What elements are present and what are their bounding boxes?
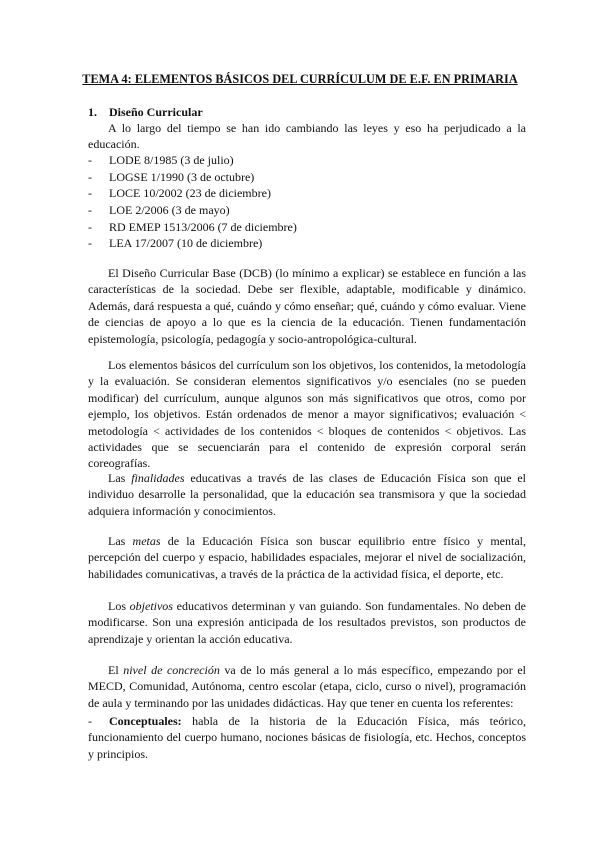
intro-text: A lo largo del tiempo se han ido cambiando las leyes y eso ha perjudicado a la educación. (88, 121, 526, 152)
laws-list (88, 152, 297, 252)
finalidades-paragraph (88, 470, 526, 519)
metas-paragraph (88, 533, 526, 582)
list-marker: - (88, 714, 92, 728)
italic-term: finalidades (131, 471, 185, 485)
text-run: El (108, 663, 124, 677)
list-item (88, 152, 297, 169)
list-item (88, 235, 297, 252)
text-run: va de lo más general a lo más específico, empezando por el MECD, Comunidad, Autónoma, centro escolar (etapa, ciclo, curso o nivel), programación de aula y terminando por las unidades didácticas. Hay que tener en cuenta los referentes: (88, 663, 526, 710)
list-item (88, 219, 297, 236)
italic-term: nivel de concreción (123, 663, 220, 677)
list-item-text: LEA 17/2007 (10 de diciembre) (109, 236, 263, 251)
list-item-text: LOE 2/2006 (3 de mayo) (109, 203, 230, 218)
list-item-text: RD EMEP 1513/2006 (7 de diciembre) (109, 219, 297, 234)
nivel-paragraph (88, 662, 526, 711)
list-marker: - (88, 219, 92, 234)
list-marker: - (88, 203, 92, 218)
elementos-text: Los elementos básicos del currículum son los objetivos, los contenidos, la metodología y la evaluación. Se consideran elementos significativos y/o esenciales (no se pueden modificar) del currículum, aunque algunos son más significativos que otros, como por ejemplo, los objetivos. Están ordenados de menor a mayor significativos; evaluación < metodología < actividades de los contenidos < bloques de contenidos < objetivos. Las actividades que se secuenciarán para el contenido de expresión corporal serán coreografías. (88, 358, 526, 471)
list-item-text: LOCE 10/2002 (23 de diciembre) (109, 186, 271, 201)
objetivos-text (88, 598, 526, 647)
italic-term: metas (132, 534, 161, 548)
list-item (88, 185, 297, 202)
bold-term: Conceptuales: (109, 714, 182, 728)
dcb-text: El Diseño Curricular Base (DCB) (lo mínimo a explicar) se establece en función a las características de la sociedad. Debe ser flexible, adaptable, modificable y dinámico. Además, dará respuesta a qué, cuándo y cómo enseñar; qué, cuándo y cómo evaluar. Viene de ciencias de apoyo a lo que es la ciencia de la educación. Tienen fundamentación epistemología, psicología, pedagogía y socio-antropológica-cultural. (88, 266, 526, 346)
finalidades-text (88, 470, 526, 519)
dcb-paragraph (88, 265, 526, 347)
list-marker: - (88, 236, 92, 251)
text-run: educativos determinan y van guiando. Son fundamentales. No deben de modificarse. Son una expresión anticipada de los resultados previstos, son productos de aprendizaje y orientan la acción educativa. (88, 599, 527, 646)
text-run: Las (108, 471, 132, 485)
list-marker: - (88, 169, 92, 184)
conceptuales-text (88, 713, 526, 762)
list-marker: - (88, 186, 92, 201)
objetivos-paragraph (88, 598, 526, 647)
metas-text (88, 533, 526, 582)
list-item (88, 169, 297, 186)
text-run: de la Educación Física son buscar equilibrio entre físico y mental, percepción del cuerpo y espacio, habilidades espaciales, mejorar el nivel de socialización, habilidades comunicativas, a través de la práctica de la actividad física, el deporte, etc. (88, 534, 526, 581)
section-title: Diseño Curricular (109, 105, 203, 119)
list-item (88, 202, 297, 219)
document-title: TEMA 4: ELEMENTOS BÁSICOS DEL CURRÍCULUM DE E.F. EN PRIMARIA (82, 72, 518, 86)
list-marker: - (88, 153, 92, 167)
text-run: Las (108, 534, 133, 548)
text-run: habla de la historia de la Educación Física, más teórico, funcionamiento del cuerpo humano, nociones básicas de fisiología, etc. Hechos, conceptos y principios. (88, 714, 526, 761)
elementos-paragraph (88, 357, 526, 472)
text-run: educativas a través de las clases de Educación Física son que el individuo desarrolle la personalidad, que la educación sea transmisora y que la sociedad adquiera información y conocimientos. (88, 471, 527, 518)
text-run: Los (108, 599, 130, 613)
conceptuales-paragraph (88, 713, 526, 762)
section-number: 1. (88, 105, 97, 119)
list-item-text: LODE 8/1985 (3 de julio) (109, 153, 234, 167)
section-heading (88, 104, 203, 120)
list-item-text: LOGSE 1/1990 (3 de octubre) (109, 169, 255, 184)
nivel-text (88, 662, 526, 711)
italic-term: objetivos (129, 599, 173, 613)
intro-paragraph (88, 120, 526, 153)
